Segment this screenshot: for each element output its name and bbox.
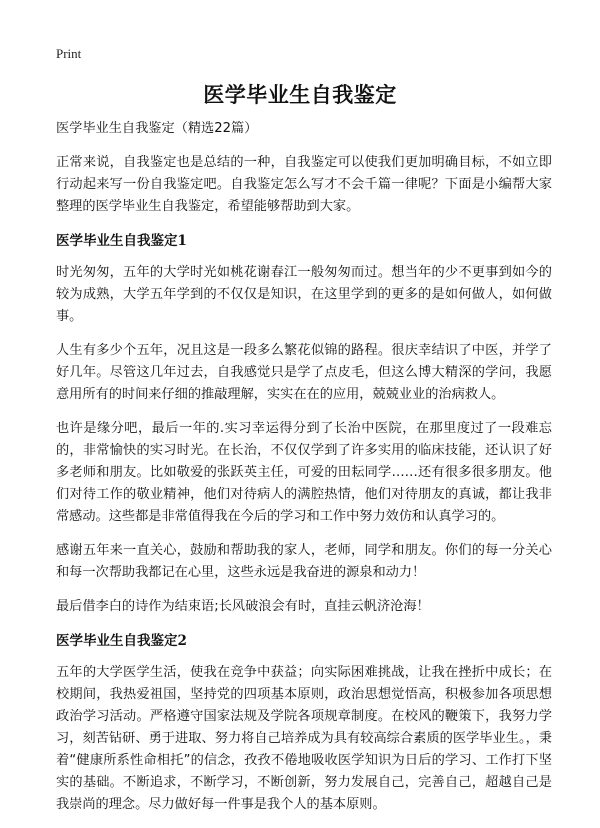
section-heading: 医学毕业生自我鉴定1 (56, 233, 187, 249)
section-paragraph: 时光匆匆，五年的大学时光如桃花谢春江一般匆匆而过。想当年的少不更事到如今的较为成熟，大学五年学到的不仅仅是知识，在这里学到的更多的是如何做人，如何做事。 (56, 265, 552, 324)
intro-paragraph: 正常来说，自我鉴定也是总结的一种，自我鉴定可以使我们更加明确目标，不如立即行动起来写一份自我鉴定吧。自我鉴定怎么写才不会千篇一律呢？下面是小编帮大家整理的医学毕业生自我鉴定，希望能够帮助到大家。 (56, 155, 552, 214)
section-paragraph: 最后借李白的诗作为结束语;长风破浪会有时，直挂云帆济沧海！ (56, 599, 430, 614)
section-heading: 医学毕业生自我鉴定2 (56, 633, 187, 649)
section-1 (56, 230, 552, 618)
section-paragraph: 人生有多少个五年，况且这是一段多么繁花似锦的路程。很庆幸结识了中医，并学了好几年。尽管这几年过去，自我感觉只是学了点皮毛，但这么博大精深的学问，我愿意用所有的时间来仔细的推敲理解，实实在在的应用，兢兢业业的治病救人。 (56, 343, 552, 402)
document-body (56, 118, 552, 828)
section-paragraph: 感谢五年来一直关心，鼓励和帮助我的家人，老师，同学和朋友。你们的每一分关心和每一次帮助我都记在心里，这些永远是我奋进的源泉和动力！ (56, 543, 552, 580)
print-link[interactable]: Print (56, 46, 82, 61)
document-subtitle: 医学毕业生自我鉴定（精选22篇） (56, 121, 258, 136)
section-paragraph: 也许是缘分吧，最后一年的.实习幸运得分到了长治中医院，在那里度过了一段难忘的，非常愉快的实习时光。在长治，不仅仅学到了许多实用的临床技能，还认识了好多老师和朋友。比如敬爱的张跃英主任，可爱的田耘同学……还有很多很多朋友。他们对待工作的敬业精神，他们对待病人的满腔热情，他们对待朋友的真诚，都让我非常感动。这些都是非常值得我在今后的学习和工作中努力效仿和认真学习的。 (56, 421, 552, 524)
section-2 (56, 630, 552, 816)
section-paragraph: 五年的大学医学生活，使我在竞争中获益；向实际困难挑战，让我在挫折中成长；在校期间，我热爱祖国，坚持党的四项基本原则，政治思想觉悟高，积极参加各项思想政治学习活动。严格遵守国家法规及学院各项规章制度。在校风的鞭策下，我努力学习，刻苦钻研、勇于进取、努力将自己培养成为具有较高综合素质的医学毕业生。，秉着“健康所系性命相托”的信念，孜孜不倦地吸收医学知识为日后的学习、工作打下坚实的基础。不断追求，不断学习，不断创新，努力发展自己，完善自己，超越自己是我崇尚的理念。尽力做好每一件事是我个人的基本原则。 (56, 665, 552, 812)
page-title: 医学毕业生自我鉴定 (203, 83, 397, 107)
